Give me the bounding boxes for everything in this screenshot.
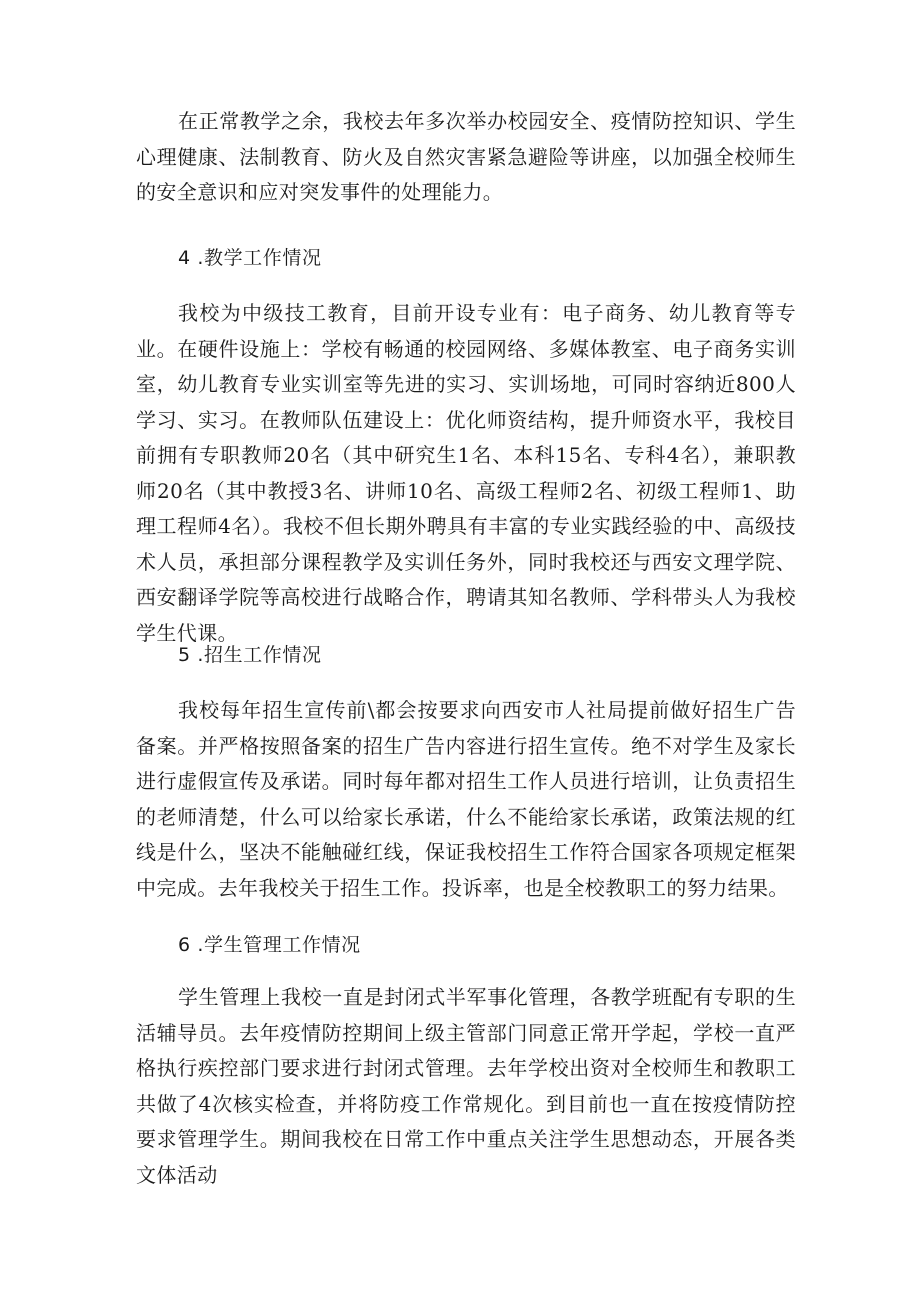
paragraph-student-management: 学生管理上我校一直是封闭式半军事化管理，各教学班配有专职的生活辅导员。去年疫情防控期间上级主管部门同意正常开学起，学校一直严格执行疾控部门要求进行封闭式管理。去年学校出资对全校师生和教职工共做了4次核实检查，并将防疫工作常规化。到目前也一直在按疫情防控要求管理学生。期间我校在日常工作中重点关注学生思想动态，开展各类文体活动 bbox=[136, 985, 796, 1187]
section-heading-teaching: 4 .教学工作情况 bbox=[178, 247, 322, 269]
section-heading-enrollment: 5 .招生工作情况 bbox=[178, 644, 322, 666]
paragraph-enrollment-work: 我校每年招生宣传前\都会按要求向西安市人社局提前做好招生广告备案。并严格按照备案的招生广告内容进行招生宣传。绝不对学生及家长进行虚假宣传及承诺。同时每年都对招生工作人员进行培训，让负责招生的老师清楚，什么可以给家长承诺，什么不能给家长承诺，政策法规的红线是什么，坚决不能触碰红线，保证我校招生工作符合国家各项规定框架中完成。去年我校关于招生工作。投诉率，也是全校教职工的努力结果。 bbox=[136, 698, 796, 900]
paragraph-safety-lectures: 在正常教学之余，我校去年多次举办校园安全、疫情防控知识、学生心理健康、法制教育、防火及自然灾害紧急避险等讲座，以加强全校师生的安全意识和应对突发事件的处理能力。 bbox=[136, 109, 796, 204]
section-heading-student-management: 6 .学生管理工作情况 bbox=[178, 934, 361, 956]
paragraph-teaching-work: 我校为中级技工教育，目前开设专业有：电子商务、幼儿教育等专业。在硬件设施上：学校有畅通的校园网络、多媒体教室、电子商务实训室，幼儿教育专业实训室等先进的实习、实训场地，可同时容纳近800人学习、实习。在教师队伍建设上：优化师资结构，提升师资水平，我校目前拥有专职教师20名（其中研究生1名、本科15名、专科4名），兼职教师20名（其中教授3名、讲师10名、高级工程师2名、初级工程师1、助理工程师4名）。我校不但长期外聘具有丰富的专业实践经验的中、高级技术人员，承担部分课程教学及实训任务外，同时我校还与西安文理学院、西安翻译学院等高校进行战略合作，聘请其知名教师、学科带头人为我校学生代课。 bbox=[136, 301, 796, 645]
